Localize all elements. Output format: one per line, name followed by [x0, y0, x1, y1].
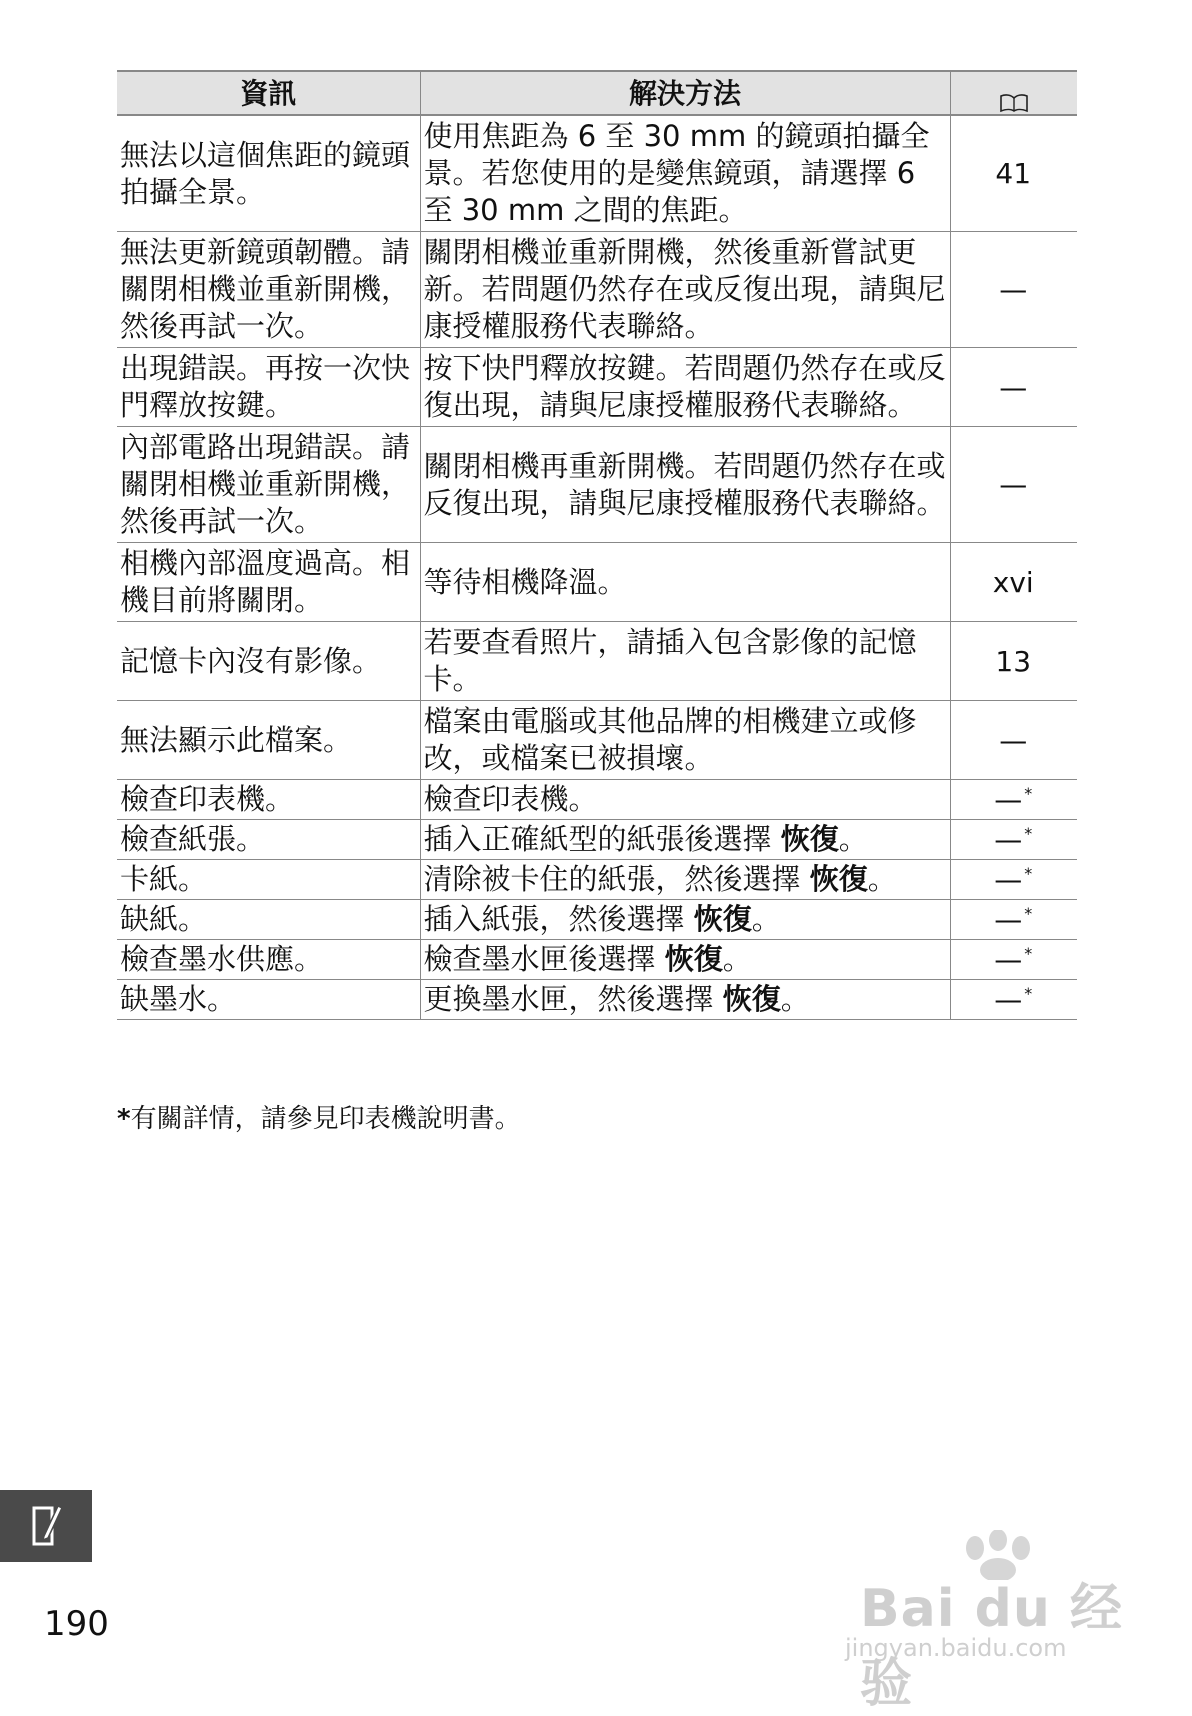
table-row — [117, 860, 1077, 900]
solution-cell — [420, 980, 950, 1020]
page-ref-cell: 13 — [950, 622, 1077, 701]
solution-cell: 關閉相機並重新開機，然後重新嘗試更新。若問題仍然存在或反復出現，請與尼康授權服務代表聯絡。 — [420, 232, 950, 348]
watermark-logo: Bai du 经验 — [860, 1579, 1123, 1714]
solution-cell: 檢查印表機。 — [420, 780, 950, 820]
table-row — [117, 980, 1077, 1020]
resume-option: 恢復 — [809, 862, 868, 896]
page-ref-cell: 41 — [950, 115, 1077, 232]
info-cell: 相機內部溫度過高。相機目前將關閉。 — [117, 543, 420, 622]
page-ref-cell: — — [950, 701, 1077, 780]
footnote-mark: * — [117, 1104, 131, 1134]
solution-text: 更換墨水匣，然後選擇 — [423, 982, 723, 1016]
info-cell: 缺紙。 — [117, 900, 420, 940]
page-ref-cell: — — [950, 427, 1077, 543]
solution-cell: 使用焦距為 6 至 30 mm 的鏡頭拍攝全景。若您使用的是變焦鏡頭，請選擇 6 至 30 mm 之間的焦距。 — [420, 115, 950, 232]
solution-text: 檢查墨水匣後選擇 — [423, 942, 665, 976]
resume-option: 恢復 — [722, 982, 781, 1016]
page-ref-cell — [950, 980, 1077, 1020]
solution-end: 。 — [838, 822, 868, 856]
info-cell: 檢查墨水供應。 — [117, 940, 420, 980]
info-cell: 檢查印表機。 — [117, 780, 420, 820]
solution-cell: 等待相機降溫。 — [420, 543, 950, 622]
page-ref-cell — [950, 820, 1077, 860]
error-message-table — [117, 70, 1077, 1020]
section-tab — [0, 1490, 92, 1562]
solution-end: 。 — [722, 942, 752, 976]
footnote-text: 有關詳情，請參見印表機說明書。 — [130, 1104, 521, 1134]
ref-dash: — — [994, 863, 1023, 896]
footnote-star: * — [1024, 784, 1033, 803]
solution-cell — [420, 900, 950, 940]
footnote-star: * — [1024, 944, 1033, 963]
table-row — [117, 900, 1077, 940]
table-header-row — [117, 71, 1077, 115]
footnote-star: * — [1024, 904, 1033, 923]
solution-cell — [420, 860, 950, 900]
header-page-ref — [950, 71, 1077, 115]
solution-cell: 若要查看照片，請插入包含影像的記憶卡。 — [420, 622, 950, 701]
watermark-url: jingyan.baidu.com — [845, 1634, 1067, 1662]
table-row — [117, 115, 1077, 232]
ref-dash: — — [994, 783, 1023, 816]
solution-cell — [420, 940, 950, 980]
note-pencil-icon — [30, 1502, 64, 1548]
solution-text: 插入正確紙型的紙張後選擇 — [423, 822, 781, 856]
table-row — [117, 820, 1077, 860]
resume-option: 恢復 — [780, 822, 839, 856]
ref-dash: — — [994, 823, 1023, 856]
header-solution: 解決方法 — [420, 71, 950, 115]
table-row — [117, 701, 1077, 780]
footnote-star: * — [1024, 984, 1033, 1003]
page-number: 190 — [44, 1604, 109, 1644]
ref-dash: — — [994, 983, 1023, 1016]
solution-cell: 檔案由電腦或其他品牌的相機建立或修改，或檔案已被損壞。 — [420, 701, 950, 780]
info-cell: 檢查紙張。 — [117, 820, 420, 860]
page-ref-cell: — — [950, 348, 1077, 427]
info-cell: 卡紙。 — [117, 860, 420, 900]
table-row — [117, 940, 1077, 980]
footnote-star: * — [1024, 824, 1033, 843]
page-ref-cell — [950, 780, 1077, 820]
info-cell: 無法顯示此檔案。 — [117, 701, 420, 780]
table-row — [117, 232, 1077, 348]
solution-text: 清除被卡住的紙張，然後選擇 — [423, 862, 810, 896]
page-ref-cell: xvi — [950, 543, 1077, 622]
table-row — [117, 780, 1077, 820]
book-icon — [999, 85, 1029, 105]
ref-dash: — — [994, 943, 1023, 976]
page-ref-cell: — — [950, 232, 1077, 348]
solution-cell: 按下快門釋放按鍵。若問題仍然存在或反復出現，請與尼康授權服務代表聯絡。 — [420, 348, 950, 427]
header-info: 資訊 — [117, 71, 420, 115]
solution-end: 。 — [751, 902, 781, 936]
info-cell: 內部電路出現錯誤。請關閉相機並重新開機，然後再試一次。 — [117, 427, 420, 543]
table-row — [117, 348, 1077, 427]
solution-end: 。 — [867, 862, 897, 896]
info-cell: 記憶卡內沒有影像。 — [117, 622, 420, 701]
solution-cell: 關閉相機再重新開機。若問題仍然存在或反復出現，請與尼康授權服務代表聯絡。 — [420, 427, 950, 543]
solution-text: 插入紙張，然後選擇 — [423, 902, 694, 936]
info-cell: 無法以這個焦距的鏡頭拍攝全景。 — [117, 115, 420, 232]
ref-dash: — — [994, 903, 1023, 936]
table-row — [117, 622, 1077, 701]
info-cell: 缺墨水。 — [117, 980, 420, 1020]
table-row — [117, 543, 1077, 622]
resume-option: 恢復 — [664, 942, 723, 976]
footnote-star: * — [1024, 864, 1033, 883]
info-cell: 出現錯誤。再按一次快門釋放按鍵。 — [117, 348, 420, 427]
solution-cell — [420, 820, 950, 860]
page-ref-cell — [950, 940, 1077, 980]
footnote — [117, 1102, 521, 1136]
page-ref-cell — [950, 860, 1077, 900]
table-row — [117, 427, 1077, 543]
page-ref-cell — [950, 900, 1077, 940]
baidu-watermark — [845, 1530, 1145, 1714]
solution-end: 。 — [780, 982, 810, 1016]
resume-option: 恢復 — [693, 902, 752, 936]
info-cell: 無法更新鏡頭韌體。請關閉相機並重新開機，然後再試一次。 — [117, 232, 420, 348]
